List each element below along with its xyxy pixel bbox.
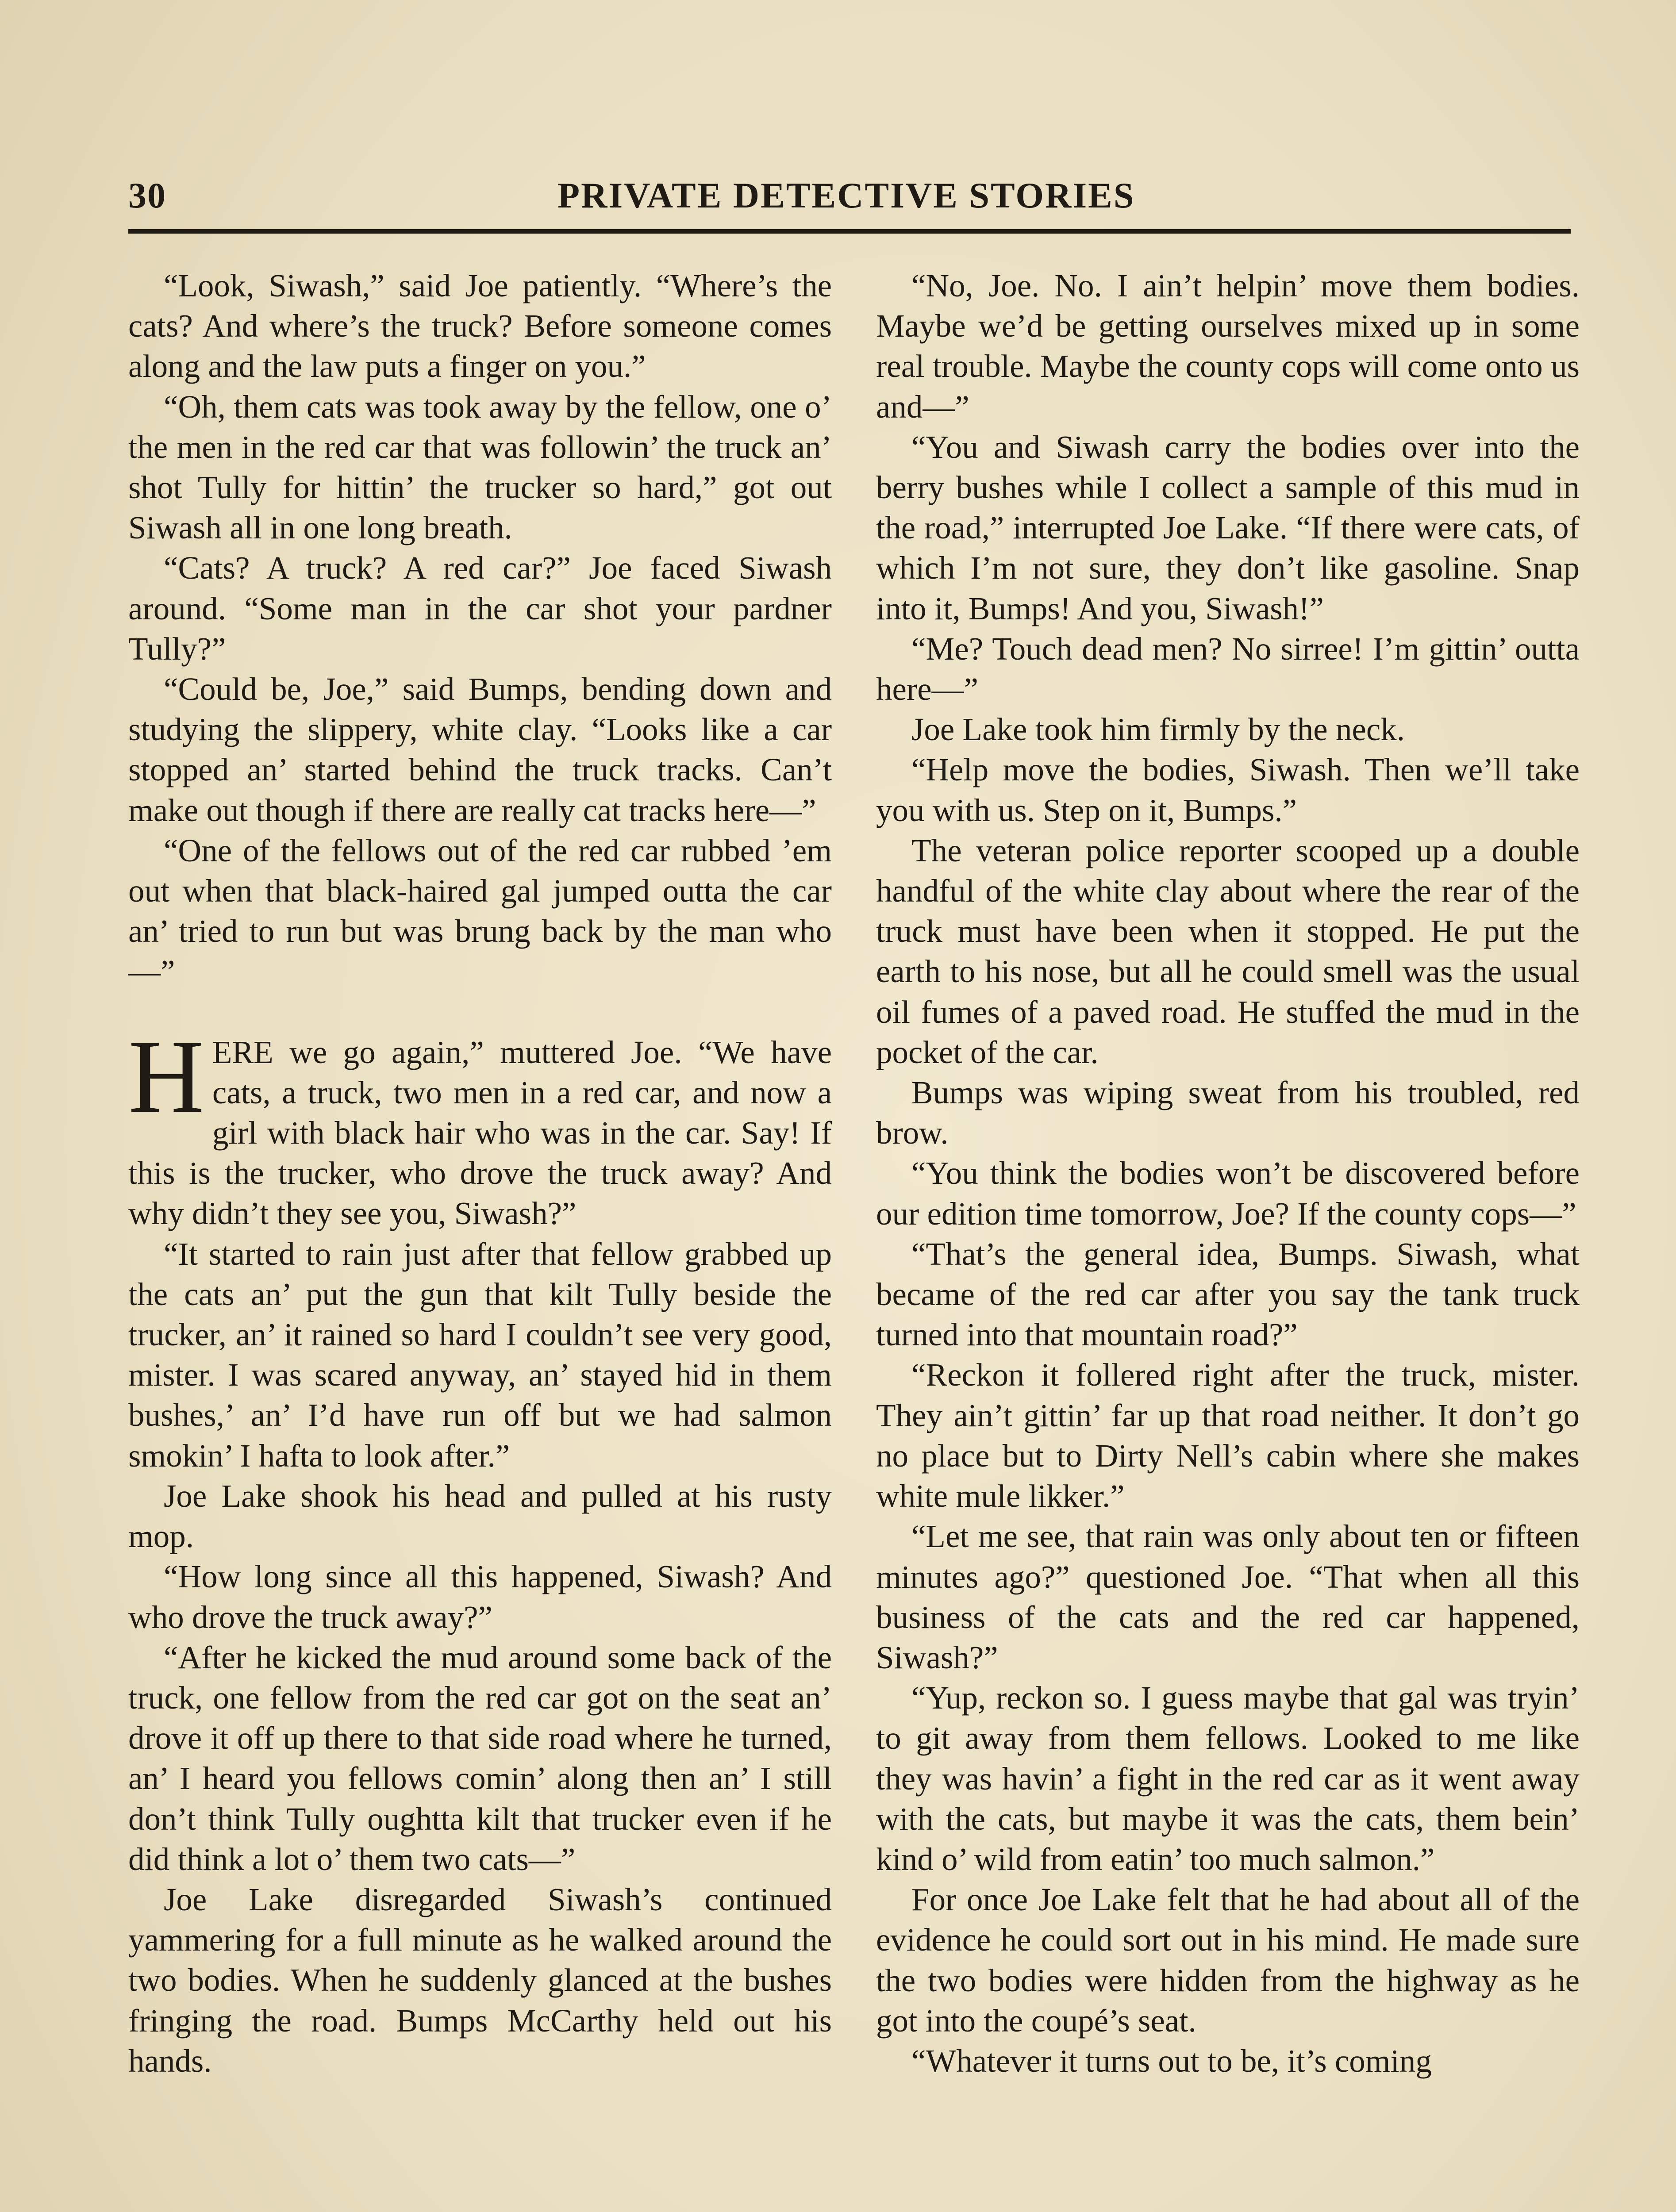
section-break	[128, 992, 832, 1032]
paragraph: Joe Lake disregarded Siwash’s continued yammering for a full minute as he walked around the two bodies. When he suddenly glanced at the bushes fringing the road. Bumps McCarthy held out his hands.	[128, 1881, 832, 2079]
paragraph: “You and Siwash carry the bodies over into the berry bushes while I collect a sample of this mud in the road,” interrupted Joe Lake. “If there were cats, of which I’m not sure, they don’t like gasoline. Snap into it, Bumps! And you, Siwash!”	[876, 429, 1580, 626]
paragraph: “Could be, Joe,” said Bumps, bending down and studying the slippery, white clay. “Looks like a car stopped an’ started behind the truck tracks. Can’t make out though if there are really cat tracks here—”	[128, 671, 832, 828]
paragraph: “Cats? A truck? A red car?” Joe faced Siwash around. “Some man in the car shot your pardner Tully?”	[128, 550, 832, 667]
paragraph: “That’s the general idea, Bumps. Siwash, what became of the red car after you say the tank truck turned into that mountain road?”	[876, 1236, 1580, 1353]
paragraph: “Yup, reckon so. I guess maybe that gal was tryin’ to git away from them fellows. Looked to me like they was havin’ a fight in the red car as it went away with the cats, but maybe it was the cats, them bein’ kind o’ wild from eatin’ too much salmon.”	[876, 1680, 1580, 1877]
paragraph: “Reckon it follered right after the truck, mister. They ain’t gittin’ far up that road neither. It don’t go no place but to Dirty Nell’s cabin where she makes white mule likker.”	[876, 1357, 1580, 1514]
dropcap-paragraph-text: ERE we go again,” muttered Joe. “We have cats, a truck, two men in a red car, and now a girl with black hair who was in the car. Say! If this is the trucker, who drove the truck away? And why didn’t they see you, Siwash?”	[128, 1034, 832, 1232]
paragraph: “Me? Touch dead men? No sirree! I’m gittin’ outta here—”	[876, 630, 1580, 707]
dropcap-paragraph	[128, 1018, 832, 1234]
paragraph: Joe Lake shook his head and pulled at his rusty mop.	[128, 1478, 832, 1555]
paragraph: “One of the fellows out of the red car rubbed ’em out when that black-haired gal jumped outta the car an’ tried to run but was brung back by the man who—”	[128, 832, 832, 990]
paragraph: “After he kicked the mud around some back of the truck, one fellow from the red car got on the seat an’ drove it off up there to that side road where he turned, an’ I heard you fellows comin’ along then an’ I still don’t think Tully oughtta kilt that trucker even if he did think a lot o’ them two cats—”	[128, 1639, 832, 1877]
paragraph: Bumps was wiping sweat from his troubled, red brow.	[876, 1075, 1580, 1151]
header-rule	[128, 229, 1571, 234]
paragraph: For once Joe Lake felt that he had about all of the evidence he could sort out in his mind. He made sure the two bodies were hidden from the highway as he got into the coupé’s seat.	[876, 1882, 1580, 2039]
right-column	[876, 265, 1580, 2081]
paragraph: Joe Lake took him firmly by the neck.	[911, 711, 1405, 748]
paragraph: “How long since all this happened, Siwash? And who drove the truck away?”	[128, 1559, 832, 1635]
paragraph: “Whatever it turns out to be, it’s coming	[911, 2043, 1432, 2079]
paragraph: “Oh, them cats was took away by the fellow, one o’ the men in the red car that was followin’ the truck an’ shot Tully for hittin’ the trucker so hard,” got out Siwash all in one long breath.	[128, 388, 832, 546]
paragraph: “You think the bodies won’t be discovered before our edition time tomorrow, Joe? If the county cops—”	[876, 1155, 1580, 1232]
paragraph: “Look, Siwash,” said Joe patiently. “Where’s the cats? And where’s the truck? Before someone comes along and the law puts a finger on you.”	[128, 268, 832, 384]
paragraph: The veteran police reporter scooped up a double handful of the white clay about where the rear of the truck must have been when it stopped. He put the earth to his nose, but all he could smell was the usual oil fumes of a paved road. He stuffed the mud in the pocket of the car.	[876, 832, 1580, 1070]
page-number: 30	[128, 175, 166, 215]
page-header	[128, 175, 1571, 223]
running-title: PRIVATE DETECTIVE STORIES	[557, 175, 1135, 215]
paragraph: “It started to rain just after that fellow grabbed up the cats an’ put the gun that kilt Tully beside the trucker, an’ it rained so hard I couldn’t see very good, mister. I was scared anyway, an’ stayed hid in them bushes,’ an’ I’d have run off but we had salmon smokin’ I hafta to look after.”	[128, 1236, 832, 1474]
drop-cap: H	[128, 1018, 204, 1135]
paragraph: “No, Joe. No. I ain’t helpin’ move them bodies. Maybe we’d be getting ourselves mixed up in some real trouble. Maybe the county cops will come onto us and—”	[876, 268, 1580, 425]
left-column	[128, 265, 832, 2081]
paragraph: “Help move the bodies, Siwash. Then we’ll take you with us. Step on it, Bumps.”	[876, 752, 1580, 828]
paragraph: “Let me see, that rain was only about ten or fifteen minutes ago?” questioned Joe. “That when all this business of the cats and the red car happened, Siwash?”	[876, 1518, 1580, 1675]
